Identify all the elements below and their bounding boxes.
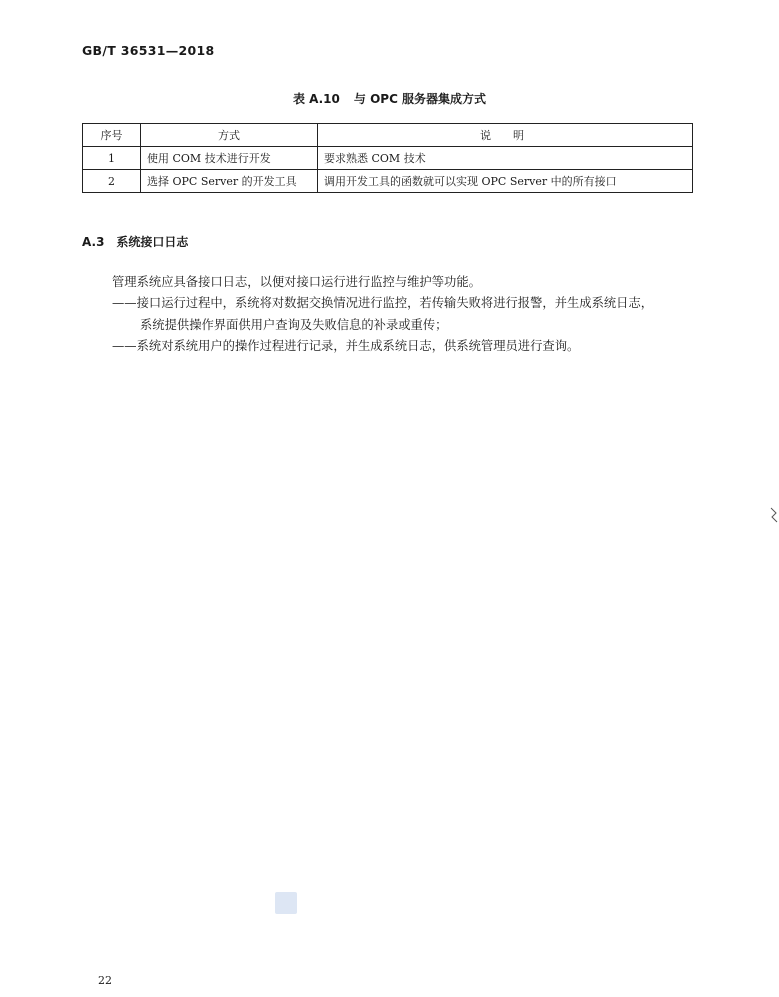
table-cell-method: 选择 OPC Server 的开发工具	[141, 170, 318, 193]
table-cell-description: 要求熟悉 COM 技术	[318, 147, 693, 170]
logo-watermark-icon	[275, 892, 297, 914]
table-header-row	[83, 124, 693, 147]
table-caption-number: 表 A.10	[292, 92, 340, 106]
table-caption	[0, 90, 779, 107]
table-caption-text: 与 OPC 服务器集成方式	[353, 92, 487, 106]
integration-table	[82, 123, 693, 193]
column-header-method: 方式	[141, 124, 318, 147]
column-header-description: 说明	[318, 124, 693, 147]
column-header-seq: 序号	[83, 124, 141, 147]
table-row	[83, 147, 693, 170]
page-number: 22	[98, 974, 112, 987]
paragraph: 管理系统应具备接口日志，以便对接口运行进行监控与维护等功能。	[112, 275, 481, 289]
list-item: ——系统对系统用户的操作过程进行记录，并生成系统日志，供系统管理员进行查询。	[112, 339, 580, 353]
list-item: ——接口运行过程中，系统将对数据交换情况进行监控，若传输失败将进行报警，并生成系统日志，	[112, 296, 654, 310]
section-title: 系统接口日志	[116, 235, 189, 249]
table-row	[83, 170, 693, 193]
table-cell-seq: 2	[83, 170, 141, 193]
table-cell-description: 调用开发工具的函数就可以实现 OPC Server 中的所有接口	[318, 170, 693, 193]
page-edge-mark-icon	[768, 505, 779, 525]
table-cell-seq: 1	[83, 147, 141, 170]
table-cell-method: 使用 COM 技术进行开发	[141, 147, 318, 170]
standard-code: GB/T 36531—2018	[82, 43, 215, 58]
section-number: A.3	[82, 235, 105, 249]
section-heading	[82, 233, 188, 250]
list-item-continuation: 系统提供操作界面供用户查询及失败信息的补录或重传；	[140, 318, 448, 332]
